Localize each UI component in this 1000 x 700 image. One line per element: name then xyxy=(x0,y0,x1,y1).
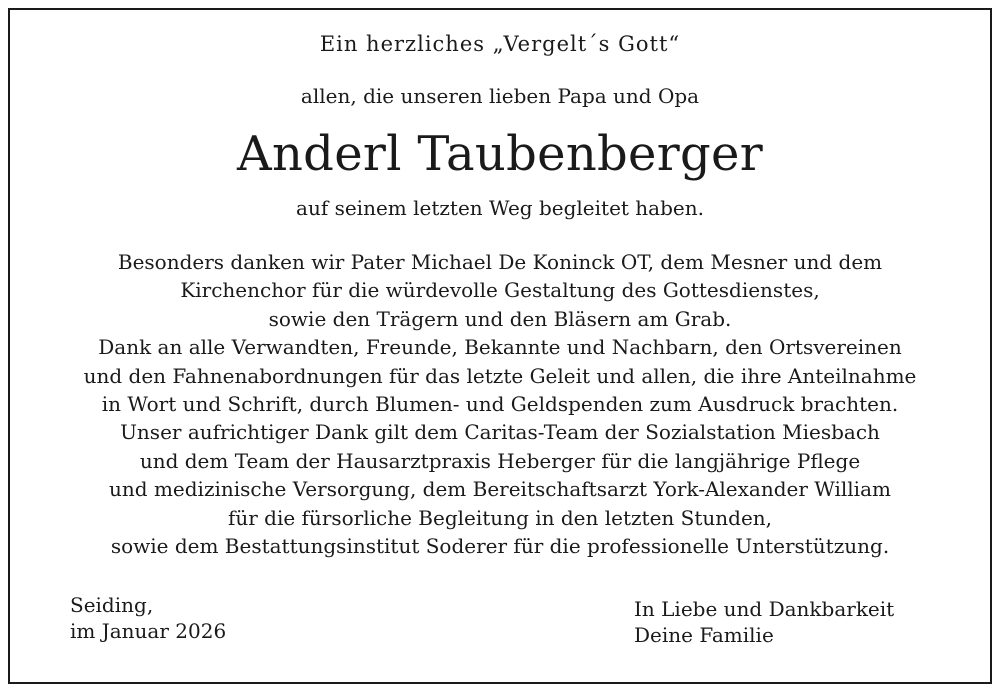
notice-heading: Ein herzliches „Vergelt´s Gott“ xyxy=(319,32,681,56)
thanks-line: Besonders danken wir Pater Michael De Koninck OT, dem Mesner und dem xyxy=(117,250,883,274)
thanks-text xyxy=(10,248,990,560)
signature-line-2: Deine Familie xyxy=(634,623,774,647)
thanks-line: Kirchenchor für die würdevolle Gestaltung des Gottesdienstes, xyxy=(180,278,820,303)
date: im Januar 2026 xyxy=(70,619,227,643)
thanks-line: sowie den Trägern und den Bläsern am Grab. xyxy=(268,306,732,331)
deceased-name: Anderl Taubenberger xyxy=(237,126,763,182)
place-date xyxy=(70,592,226,644)
notice-intro: allen, die unseren lieben Papa und Opa xyxy=(300,84,700,108)
signature xyxy=(634,596,894,648)
thanks-line: und dem Team der Hausarztpraxis Heberger für die langjährige Pflege xyxy=(139,448,861,473)
obituary-notice xyxy=(8,8,992,684)
thanks-line: für die fürsorliche Begleitung in den letzten Stunden, xyxy=(227,505,773,530)
thanks-line: und medizinische Versorgung, dem Bereitschaftsarzt York-Alexander William xyxy=(109,477,891,502)
place: Seiding, xyxy=(70,593,154,617)
thanks-line: Dank an alle Verwandten, Freunde, Bekannte und Nachbarn, den Ortsvereinen xyxy=(98,335,902,360)
thanks-line: sowie dem Bestattungsinstitut Soderer für die professionelle Unterstützung. xyxy=(110,534,890,559)
thanks-line: in Wort und Schrift, durch Blumen- und Geldspenden zum Ausdruck brachten. xyxy=(101,392,899,417)
signature-line-1: In Liebe und Dankbarkeit xyxy=(634,597,895,621)
thanks-line: und den Fahnenabordnungen für das letzte Geleit und allen, die ihre Anteilnahme xyxy=(83,363,917,388)
thanks-line: Unser aufrichtiger Dank gilt dem Caritas-Team der Sozialstation Miesbach xyxy=(120,420,880,445)
notice-outro: auf seinem letzten Weg begleitet haben. xyxy=(296,196,704,220)
